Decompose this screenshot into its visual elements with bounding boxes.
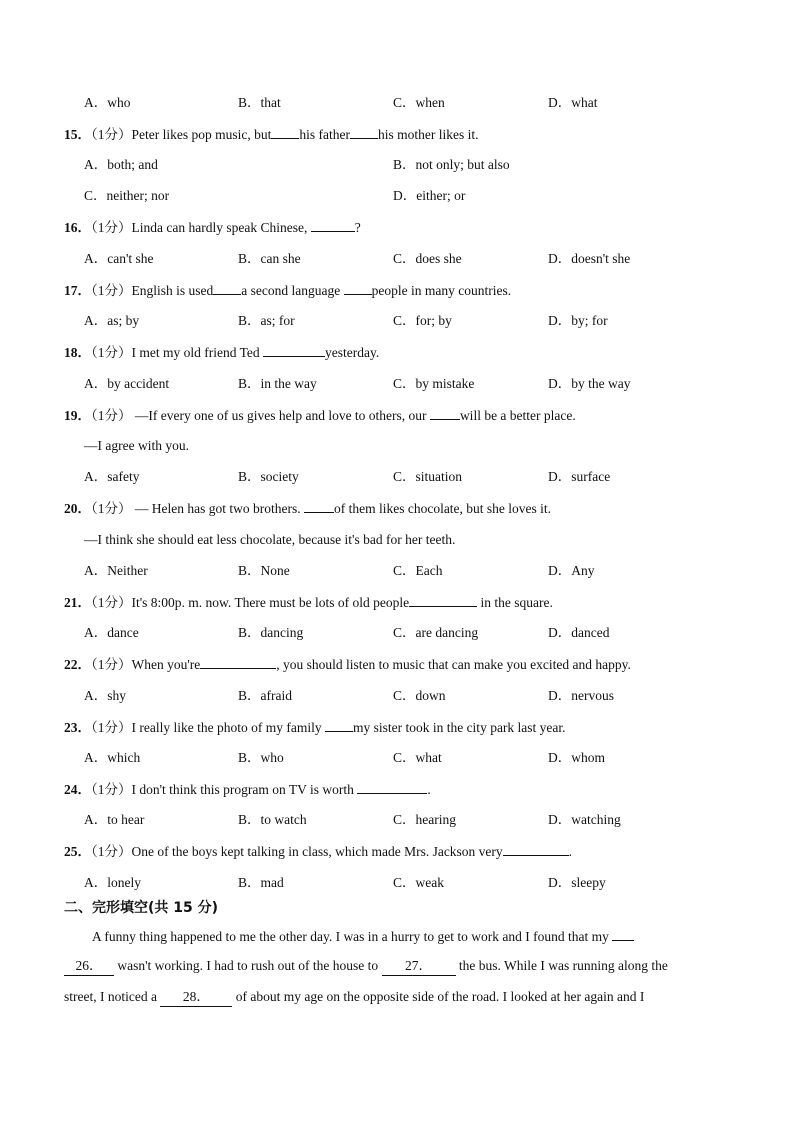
- answer-blank: [271, 125, 299, 139]
- question-text: ?: [354, 220, 361, 235]
- question-text: his mother likes it.: [377, 127, 479, 142]
- blank-26[interactable]: 26．: [64, 957, 114, 976]
- q18-option-a[interactable]: A．by accident: [84, 376, 170, 391]
- q17-option-a[interactable]: A．as; by: [84, 313, 140, 328]
- answer-blank: [430, 406, 460, 420]
- q20-option-c[interactable]: C．Each: [393, 563, 443, 578]
- q16-option-a[interactable]: A．can't she: [84, 251, 154, 266]
- question-text: —If every one of us gives help and love to others, our: [131, 408, 430, 423]
- q19-option-a[interactable]: A．safety: [84, 469, 140, 484]
- answer-blank: [503, 842, 569, 856]
- q16-option-c[interactable]: C．does she: [393, 251, 462, 266]
- q23-option-a[interactable]: A．which: [84, 750, 141, 765]
- blank-27[interactable]: 27．: [382, 957, 456, 976]
- question-points: （1分）: [91, 844, 132, 859]
- answer-blank: [213, 281, 241, 295]
- q16-option-b[interactable]: B．can she: [238, 251, 301, 266]
- question-number: 15．: [64, 127, 91, 142]
- q21-option-c[interactable]: C．are dancing: [393, 625, 479, 640]
- q17-option-d[interactable]: D．by; for: [548, 313, 608, 328]
- q20-option-a[interactable]: A．Neither: [84, 563, 148, 578]
- question-20-reply: —I think she should eat less chocolate, because it's bad for her teeth.: [84, 532, 456, 547]
- question-text: I really like the photo of my family: [131, 720, 325, 735]
- passage-line-3: [64, 988, 724, 1007]
- q20-option-b[interactable]: B．None: [238, 563, 290, 578]
- question-19-reply: —I agree with you.: [84, 438, 189, 453]
- question-19: [64, 406, 576, 425]
- question-text: It's 8:00p. m. now. There must be lots of old people: [131, 595, 410, 610]
- q21-option-a[interactable]: A．dance: [84, 625, 139, 640]
- q18-option-d[interactable]: D．by the way: [548, 376, 631, 391]
- question-text: When you're: [131, 657, 201, 672]
- question-number: 16．: [64, 220, 91, 235]
- question-points: （1分）: [91, 501, 132, 516]
- answer-blank: [263, 343, 325, 357]
- q14-option-d[interactable]: D．what: [548, 95, 598, 110]
- question-text: my sister took in the city park last year.: [352, 720, 566, 735]
- question-points: （1分）: [91, 283, 132, 298]
- q15-option-b[interactable]: B．not only; but also: [393, 157, 510, 172]
- q14-option-a[interactable]: A．who: [84, 95, 131, 110]
- question-text: of them likes chocolate, but she loves it.: [333, 501, 552, 516]
- q23-option-d[interactable]: D．whom: [548, 750, 605, 765]
- question-17: [64, 281, 511, 300]
- q19-option-b[interactable]: B．society: [238, 469, 299, 484]
- q22-option-b[interactable]: B．afraid: [238, 688, 292, 703]
- question-points: （1分）: [91, 345, 132, 360]
- answer-blank: [325, 718, 353, 732]
- question-text: Linda can hardly speak Chinese,: [131, 220, 311, 235]
- question-text: .: [427, 782, 431, 797]
- question-text: — Helen has got two brothers.: [131, 501, 304, 516]
- passage-text: street, I noticed a: [64, 989, 161, 1004]
- q25-option-c[interactable]: C．weak: [393, 875, 444, 890]
- question-points: （1分）: [91, 782, 132, 797]
- question-number: 23．: [64, 720, 91, 735]
- q25-option-b[interactable]: B．mad: [238, 875, 284, 890]
- answer-blank: [409, 593, 477, 607]
- question-text: I met my old friend Ted: [131, 345, 264, 360]
- question-text: I don't think this program on TV is worth: [131, 782, 358, 797]
- q24-option-a[interactable]: A．to hear: [84, 812, 145, 827]
- question-text: .: [568, 844, 573, 859]
- question-number: 19．: [64, 408, 91, 423]
- question-points: （1分）: [91, 220, 132, 235]
- question-text: Peter likes pop music, but: [131, 127, 272, 142]
- question-15: [64, 125, 478, 144]
- q17-option-b[interactable]: B．as; for: [238, 313, 295, 328]
- answer-blank: [344, 281, 372, 295]
- question-21: [64, 593, 553, 612]
- question-points: （1分）: [91, 595, 132, 610]
- answer-blank: [612, 926, 634, 941]
- question-points: （1分）: [91, 657, 132, 672]
- question-25: [64, 842, 572, 861]
- question-23: [64, 718, 566, 737]
- question-number: 20．: [64, 501, 91, 516]
- question-text: people in many countries.: [371, 283, 512, 298]
- answer-blank: [357, 780, 427, 794]
- question-number: 24．: [64, 782, 91, 797]
- q19-option-c[interactable]: C．situation: [393, 469, 463, 484]
- question-points: （1分）: [91, 127, 132, 142]
- q15-option-d[interactable]: D．either; or: [393, 188, 466, 203]
- answer-blank: [350, 125, 378, 139]
- q20-option-d[interactable]: D．Any: [548, 563, 595, 578]
- q15-option-a[interactable]: A．both; and: [84, 157, 158, 172]
- question-text: One of the boys kept talking in class, which made Mrs. Jackson very: [131, 844, 503, 859]
- answer-blank: [311, 218, 355, 232]
- passage-line-1: [92, 926, 752, 946]
- q18-option-b[interactable]: B．in the way: [238, 376, 317, 391]
- passage-text: wasn't working. I had to rush out of the house to: [114, 958, 382, 973]
- question-text: , you should listen to music that can make you excited and happy.: [276, 657, 631, 672]
- question-16: [64, 218, 361, 237]
- q22-option-c[interactable]: C．down: [393, 688, 446, 703]
- q17-option-c[interactable]: C．for; by: [393, 313, 452, 328]
- question-text: will be a better place.: [459, 408, 576, 423]
- q14-option-b[interactable]: B．that: [238, 95, 281, 110]
- passage-line-2: [64, 957, 724, 976]
- question-24: [64, 780, 431, 799]
- q15-option-c[interactable]: C．neither; nor: [84, 188, 170, 203]
- question-number: 21．: [64, 595, 91, 610]
- q24-option-b[interactable]: B．to watch: [238, 812, 307, 827]
- question-points: （1分）: [91, 408, 132, 423]
- q25-option-d[interactable]: D．sleepy: [548, 875, 606, 890]
- question-number: 17．: [64, 283, 91, 298]
- question-18: [64, 343, 379, 362]
- q25-option-a[interactable]: A．lonely: [84, 875, 141, 890]
- question-text: English is used: [131, 283, 214, 298]
- q24-option-c[interactable]: C．hearing: [393, 812, 456, 827]
- q21-option-d[interactable]: D．danced: [548, 625, 610, 640]
- q23-option-c[interactable]: C．what: [393, 750, 442, 765]
- question-text: his father: [299, 127, 350, 142]
- section-title: 二、完形填空(共 15 分): [64, 900, 219, 916]
- q18-option-c[interactable]: C．by mistake: [393, 376, 475, 391]
- q16-option-d[interactable]: D．doesn't she: [548, 251, 631, 266]
- answer-blank: [200, 655, 276, 669]
- question-text: a second language: [241, 283, 344, 298]
- question-points: （1分）: [91, 720, 132, 735]
- question-number: 18．: [64, 345, 91, 360]
- passage-text: A funny thing happened to me the other day. I was in a hurry to get to work and I found that my: [92, 929, 613, 944]
- q24-option-d[interactable]: D．watching: [548, 812, 621, 827]
- blank-28[interactable]: 28．: [160, 988, 232, 1007]
- question-20: [64, 499, 551, 518]
- passage-text: of about my age on the opposite side of the road. I looked at her again and I: [232, 989, 645, 1004]
- q19-option-d[interactable]: D．surface: [548, 469, 611, 484]
- q14-option-c[interactable]: C．when: [393, 95, 445, 110]
- question-text: in the square.: [477, 595, 553, 610]
- question-text: yesterday.: [325, 345, 380, 360]
- q21-option-b[interactable]: B．dancing: [238, 625, 304, 640]
- question-number: 22．: [64, 657, 91, 672]
- q23-option-b[interactable]: B．who: [238, 750, 284, 765]
- q22-option-d[interactable]: D．nervous: [548, 688, 614, 703]
- question-22: [64, 655, 631, 674]
- answer-blank: [304, 499, 334, 513]
- question-number: 25．: [64, 844, 91, 859]
- passage-text: the bus. While I was running along the: [455, 958, 668, 973]
- q22-option-a[interactable]: A．shy: [84, 688, 127, 703]
